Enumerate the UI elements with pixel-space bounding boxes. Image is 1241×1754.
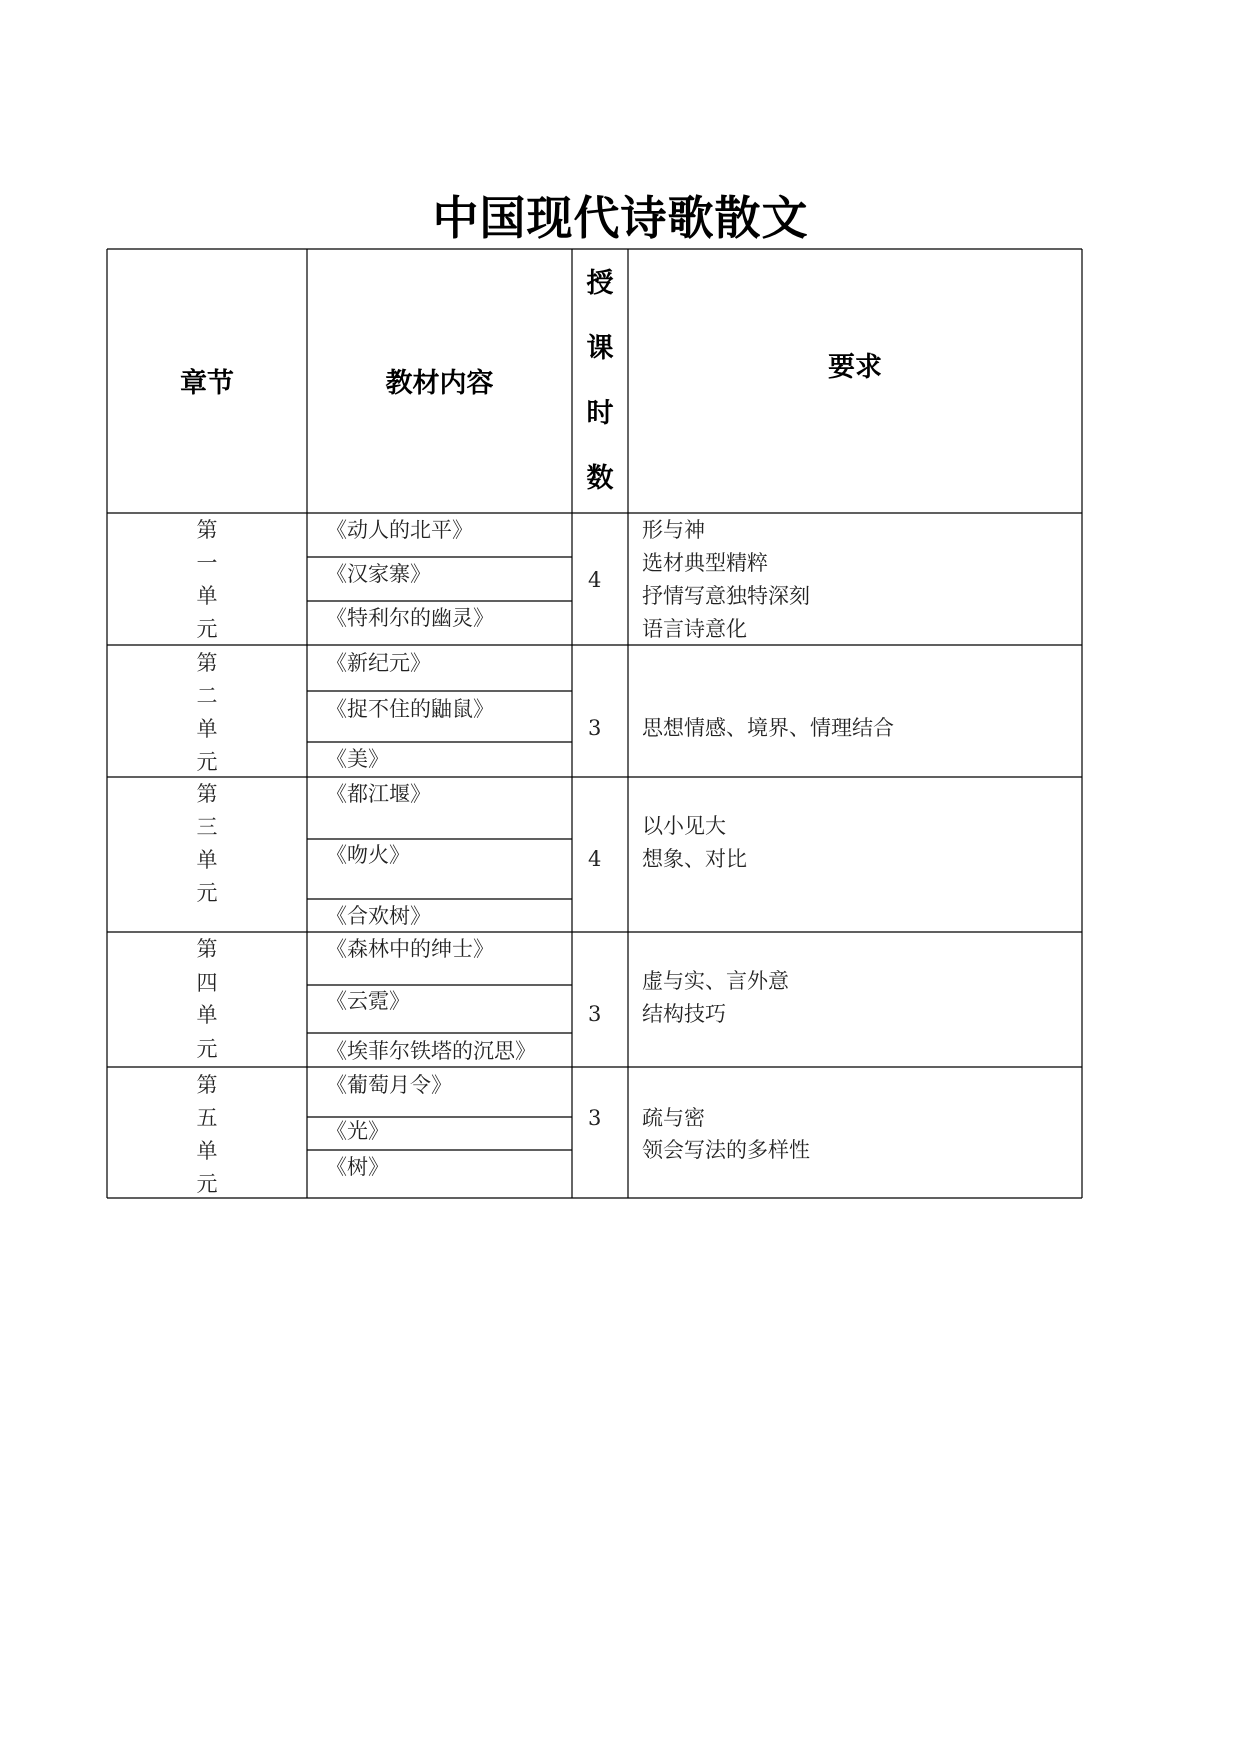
requirement-line: 语言诗意化 xyxy=(642,617,747,641)
textbook-title: 《葡萄月令》 xyxy=(326,1073,452,1097)
requirement-line: 抒情写意独特深刻 xyxy=(642,584,810,608)
teaching-hours: 3 xyxy=(588,1106,602,1130)
teaching-hours: 4 xyxy=(588,847,602,871)
requirement-line: 思想情感、境界、情理结合 xyxy=(642,716,894,740)
requirement-line: 结构技巧 xyxy=(642,1002,726,1026)
textbook-title: 《新纪元》 xyxy=(326,651,431,675)
unit-chapter-char: 元 xyxy=(196,1172,218,1196)
textbook-title: 《云霓》 xyxy=(326,989,410,1013)
unit-chapter-char: 二 xyxy=(196,684,218,708)
unit-chapter-char: 元 xyxy=(196,617,218,641)
textbook-title: 《动人的北平》 xyxy=(326,518,473,542)
unit-chapter-char: 四 xyxy=(196,971,218,995)
unit-chapter-char: 第 xyxy=(196,1073,218,1097)
unit-chapter-char: 单 xyxy=(196,584,218,608)
requirement-line: 疏与密 xyxy=(642,1106,705,1130)
textbook-title: 《光》 xyxy=(326,1119,389,1143)
header-hours-char: 时 xyxy=(586,398,614,429)
header-hours-char: 课 xyxy=(586,333,614,364)
teaching-hours: 4 xyxy=(588,568,602,592)
header-hours-char: 授 xyxy=(586,268,614,299)
header-content: 教材内容 xyxy=(385,368,494,399)
unit-chapter-char: 第 xyxy=(196,782,218,806)
page-title: 中国现代诗歌散文 xyxy=(432,191,809,245)
unit-chapter-char: 五 xyxy=(196,1106,218,1130)
unit-chapter-char: 元 xyxy=(196,1037,218,1061)
unit-chapter-char: 元 xyxy=(196,750,218,774)
requirement-line: 虚与实、言外意 xyxy=(642,969,789,993)
requirement-line: 选材典型精粹 xyxy=(642,551,768,575)
requirement-line: 以小见大 xyxy=(642,814,726,838)
textbook-title: 《捉不住的鼬鼠》 xyxy=(326,697,494,721)
textbook-title: 《汉家寨》 xyxy=(326,562,431,586)
textbook-title: 《埃菲尔铁塔的沉思》 xyxy=(326,1039,536,1063)
unit-chapter-char: 单 xyxy=(196,848,218,872)
unit-chapter-char: 单 xyxy=(196,1139,218,1163)
unit-chapter-char: 单 xyxy=(196,717,218,741)
unit-chapter-char: 第 xyxy=(196,937,218,961)
header-hours-char: 数 xyxy=(586,463,614,494)
unit-chapter-char: 第 xyxy=(196,651,218,675)
unit-chapter-char: 三 xyxy=(196,815,218,839)
requirement-line: 领会写法的多样性 xyxy=(642,1138,810,1162)
header-requirement: 要求 xyxy=(828,352,882,383)
textbook-title: 《美》 xyxy=(326,747,389,771)
unit-chapter-char: 单 xyxy=(196,1003,218,1027)
textbook-title: 《特利尔的幽灵》 xyxy=(326,606,494,630)
unit-chapter-char: 第 xyxy=(196,518,218,542)
textbook-title: 《吻火》 xyxy=(326,843,410,867)
requirement-line: 想象、对比 xyxy=(642,847,747,871)
textbook-title: 《树》 xyxy=(326,1155,389,1179)
textbook-title: 《森林中的绅士》 xyxy=(326,937,494,961)
textbook-title: 《合欢树》 xyxy=(326,904,431,928)
unit-chapter-char: 元 xyxy=(196,881,218,905)
teaching-hours: 3 xyxy=(588,1002,602,1026)
requirement-line: 形与神 xyxy=(642,518,705,542)
unit-chapter-char: 一 xyxy=(196,551,218,575)
teaching-hours: 3 xyxy=(588,716,602,740)
textbook-title: 《都江堰》 xyxy=(326,782,431,806)
header-chapter: 章节 xyxy=(180,368,234,399)
